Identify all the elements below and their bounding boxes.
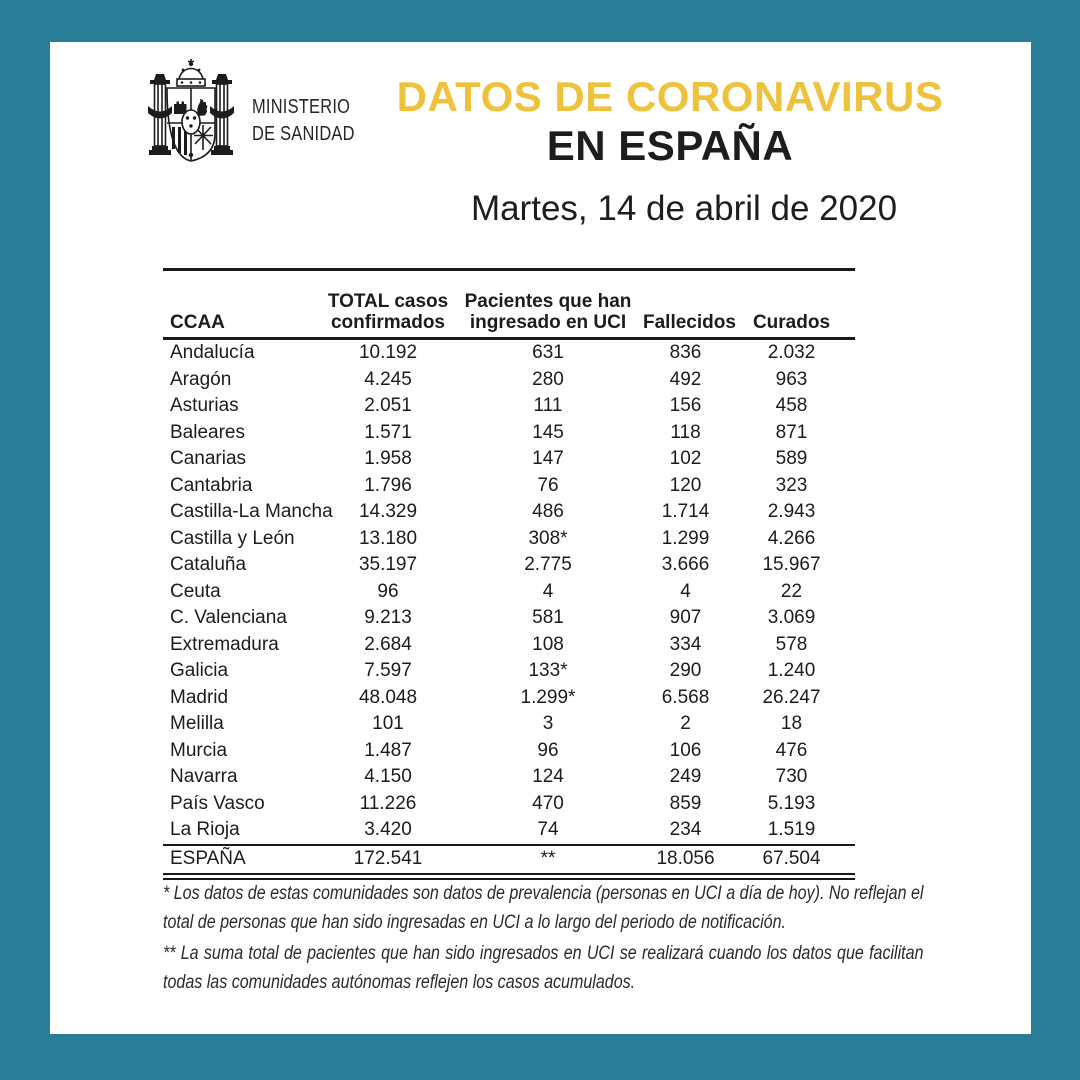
cell-fallecidos: 156 bbox=[669, 395, 702, 417]
cell-total-casos: 101 bbox=[372, 713, 404, 735]
table-row bbox=[163, 817, 855, 844]
table-row bbox=[163, 711, 855, 738]
cell-fallecidos: 118 bbox=[670, 421, 701, 443]
cell-uci: 3 bbox=[542, 713, 554, 735]
cell-total-casos: 35.197 bbox=[358, 554, 418, 576]
total-casos: 172.541 bbox=[353, 848, 423, 869]
table-row bbox=[163, 526, 855, 553]
cell-ccaa: Aragón bbox=[170, 368, 232, 390]
header-curados: Curados bbox=[752, 312, 831, 333]
cell-curados: 458 bbox=[775, 395, 808, 417]
table-row bbox=[163, 552, 855, 579]
cell-uci: 308* bbox=[528, 527, 568, 549]
table-row bbox=[163, 367, 855, 394]
ministry-name-line1: MINISTERIO bbox=[252, 96, 351, 118]
data-table bbox=[163, 268, 855, 880]
cell-curados: 589 bbox=[775, 448, 808, 470]
total-row bbox=[163, 844, 855, 873]
cell-curados: 963 bbox=[775, 368, 808, 390]
table-row bbox=[163, 605, 855, 632]
cell-ccaa: País Vasco bbox=[170, 792, 265, 814]
cell-uci: 4 bbox=[542, 580, 554, 602]
total-uci: ** bbox=[540, 848, 556, 869]
cell-fallecidos: 106 bbox=[669, 739, 702, 761]
header-ccaa: CCAA bbox=[170, 312, 225, 333]
cell-total-casos: 3.420 bbox=[364, 819, 412, 841]
table-row bbox=[163, 738, 855, 765]
cell-uci: 111 bbox=[533, 395, 563, 417]
cell-fallecidos: 120 bbox=[669, 474, 702, 496]
cell-ccaa: Castilla y León bbox=[170, 527, 295, 549]
cell-uci: 133* bbox=[528, 660, 568, 682]
cell-curados: 4.266 bbox=[767, 527, 816, 549]
table-body bbox=[163, 340, 855, 844]
cell-ccaa: Andalucía bbox=[170, 342, 255, 364]
cell-fallecidos: 290 bbox=[669, 660, 702, 682]
cell-uci: 74 bbox=[537, 819, 559, 841]
cell-total-casos: 4.245 bbox=[364, 368, 412, 390]
cell-uci: 1.299* bbox=[520, 686, 576, 708]
cell-uci: 147 bbox=[532, 448, 564, 470]
cell-ccaa: Madrid bbox=[170, 686, 229, 708]
total-fallecidos: 18.056 bbox=[656, 848, 715, 869]
cell-fallecidos: 4 bbox=[680, 580, 691, 602]
cell-ccaa: Galicia bbox=[170, 660, 229, 682]
footnotes bbox=[163, 880, 924, 1000]
cell-total-casos: 7.597 bbox=[364, 660, 412, 682]
page-title bbox=[370, 72, 970, 170]
cell-fallecidos: 1.299 bbox=[661, 527, 710, 549]
cell-total-casos: 1.796 bbox=[364, 474, 412, 496]
cell-curados: 1.240 bbox=[767, 660, 816, 682]
cell-ccaa: Canarias bbox=[170, 448, 247, 470]
cell-uci: 76 bbox=[537, 474, 559, 496]
cell-uci: 486 bbox=[532, 501, 564, 523]
cell-curados: 18 bbox=[780, 713, 803, 735]
cell-uci: 108 bbox=[532, 633, 564, 655]
cell-fallecidos: 334 bbox=[669, 633, 702, 655]
cell-uci: 2.775 bbox=[524, 554, 572, 576]
cell-total-casos: 4.150 bbox=[364, 766, 412, 788]
date-label: Martes, 14 de abril de 2020 bbox=[470, 189, 898, 228]
cell-curados: 26.247 bbox=[762, 686, 821, 708]
header-uci: Pacientes que han ingresado en UCI bbox=[464, 291, 632, 333]
cell-fallecidos: 3.666 bbox=[661, 554, 710, 576]
cell-ccaa: Cantabria bbox=[170, 474, 253, 496]
cell-ccaa: La Rioja bbox=[170, 819, 240, 841]
cell-ccaa: Castilla-La Mancha bbox=[170, 501, 333, 523]
cell-total-casos: 1.571 bbox=[364, 421, 412, 443]
cell-total-casos: 1.958 bbox=[364, 448, 412, 470]
cell-uci: 470 bbox=[532, 792, 564, 814]
cell-fallecidos: 859 bbox=[669, 792, 702, 814]
ministry-name bbox=[252, 94, 355, 148]
cell-fallecidos: 6.568 bbox=[661, 686, 710, 708]
table-bottom-double-rule bbox=[163, 873, 855, 880]
cell-uci: 96 bbox=[537, 739, 559, 761]
cell-curados: 5.193 bbox=[767, 792, 816, 814]
table-row bbox=[163, 446, 855, 473]
cell-ccaa: Cataluña bbox=[170, 554, 247, 576]
cell-total-casos: 13.180 bbox=[358, 527, 418, 549]
table-row bbox=[163, 420, 855, 447]
cell-total-casos: 11.226 bbox=[359, 792, 417, 814]
cell-fallecidos: 1.714 bbox=[661, 501, 710, 523]
cell-fallecidos: 249 bbox=[669, 766, 702, 788]
infographic-card bbox=[50, 42, 1031, 1034]
footnote-2: ** La suma total de pacientes que han sido ingresados en UCI se realizará cuando los datos que facilitan todas las comunidades autónomas reflejen los casos acumulados. bbox=[163, 943, 924, 993]
cell-total-casos: 2.684 bbox=[364, 633, 412, 655]
ministry-name-line2: DE SANIDAD bbox=[252, 123, 355, 145]
cell-ccaa: Navarra bbox=[170, 766, 238, 788]
header-fallecidos: Fallecidos bbox=[643, 312, 736, 333]
cell-uci: 280 bbox=[532, 368, 564, 390]
table-row bbox=[163, 632, 855, 659]
footnote-1: * Los datos de estas comunidades son datos de prevalencia (personas en UCI a día de hoy). No reflejan el total de personas que han sido ingresadas en UCI a lo largo del periodo de notificación. bbox=[163, 883, 924, 933]
cell-uci: 631 bbox=[532, 342, 564, 364]
cell-total-casos: 96 bbox=[377, 580, 399, 602]
table-row bbox=[163, 791, 855, 818]
cell-ccaa: Murcia bbox=[170, 739, 228, 761]
cell-total-casos: 9.213 bbox=[364, 607, 412, 629]
cell-curados: 2.032 bbox=[767, 342, 816, 364]
cell-ccaa: Extremadura bbox=[170, 633, 279, 655]
cell-ccaa: C. Valenciana bbox=[170, 607, 287, 629]
cell-ccaa: Ceuta bbox=[170, 580, 221, 602]
cell-uci: 124 bbox=[532, 766, 564, 788]
cell-fallecidos: 836 bbox=[669, 342, 702, 364]
table-row bbox=[163, 685, 855, 712]
cell-total-casos: 1.487 bbox=[364, 739, 412, 761]
title-line2: EN ESPAÑA bbox=[546, 122, 794, 169]
cell-curados: 476 bbox=[775, 739, 808, 761]
cell-curados: 2.943 bbox=[767, 501, 816, 523]
cell-curados: 3.069 bbox=[767, 607, 816, 629]
cell-curados: 22 bbox=[780, 580, 803, 602]
cell-curados: 15.967 bbox=[762, 554, 821, 576]
cell-total-casos: 14.329 bbox=[358, 501, 418, 523]
cell-total-casos: 48.048 bbox=[358, 686, 418, 708]
table-row bbox=[163, 393, 855, 420]
cell-ccaa: Asturias bbox=[170, 395, 239, 417]
spanish-coat-of-arms-icon bbox=[145, 58, 237, 170]
table-row bbox=[163, 658, 855, 685]
header-total-casos: TOTAL casos confirmados bbox=[327, 291, 449, 333]
cell-curados: 578 bbox=[775, 633, 808, 655]
cell-ccaa: Baleares bbox=[170, 421, 245, 443]
cell-fallecidos: 492 bbox=[669, 368, 702, 390]
cell-curados: 1.519 bbox=[767, 819, 816, 841]
table-row bbox=[163, 579, 855, 606]
table-row bbox=[163, 340, 855, 367]
table-row bbox=[163, 764, 855, 791]
cell-curados: 730 bbox=[775, 766, 808, 788]
table-row bbox=[163, 473, 855, 500]
cell-fallecidos: 907 bbox=[669, 607, 702, 629]
cell-ccaa: Melilla bbox=[170, 713, 224, 735]
cell-curados: 871 bbox=[775, 421, 808, 443]
table-header-row bbox=[163, 271, 855, 340]
cell-uci: 145 bbox=[532, 421, 564, 443]
cell-total-casos: 2.051 bbox=[364, 395, 412, 417]
total-ccaa: ESPAÑA bbox=[170, 848, 246, 869]
title-line1: DATOS DE CORONAVIRUS bbox=[396, 73, 944, 120]
table-row bbox=[163, 499, 855, 526]
cell-fallecidos: 102 bbox=[669, 448, 702, 470]
cell-uci: 581 bbox=[532, 607, 564, 629]
total-curados: 67.504 bbox=[762, 848, 821, 869]
cell-fallecidos: 2 bbox=[680, 713, 691, 735]
cell-total-casos: 10.192 bbox=[358, 342, 418, 364]
cell-curados: 323 bbox=[775, 474, 808, 496]
cell-fallecidos: 234 bbox=[669, 819, 702, 841]
